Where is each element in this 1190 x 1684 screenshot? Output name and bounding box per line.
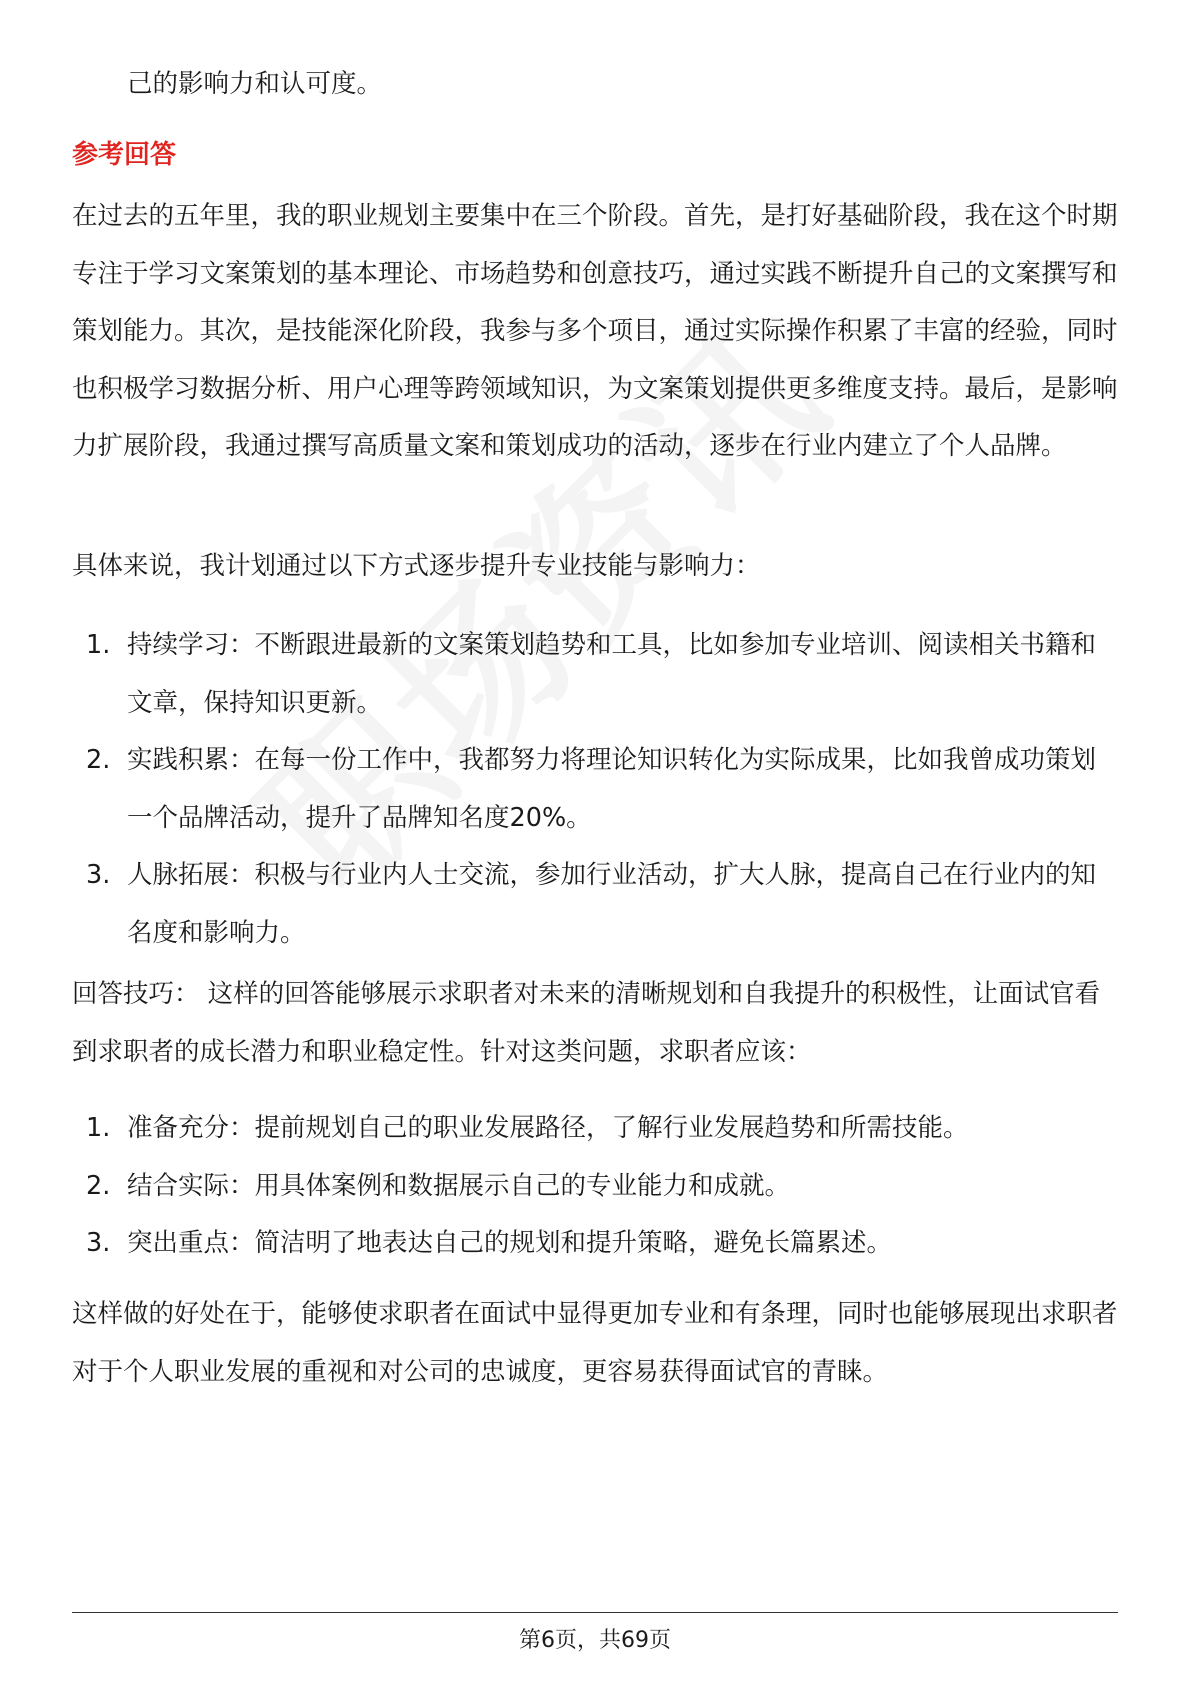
list-number: 3.	[86, 860, 111, 890]
list-text: 实践积累：在每一份工作中，我都努力将理论知识转化为实际成果，比如我曾成功策划一个品牌活动，提升了品牌知名度20%。	[127, 745, 1097, 833]
list-item	[72, 1100, 1120, 1158]
tips-paragraph: 回答技巧： 这样的回答能够展示求职者对未来的清晰规划和自我提升的积极性，让面试官看到求职者的成长潜力和职业稳定性。针对这类问题，求职者应该：	[72, 979, 1101, 1067]
list-number: 1.	[86, 1113, 111, 1143]
list-text: 突出重点：简洁明了地表达自己的规划和提升策略，避免长篇累述。	[127, 1228, 893, 1258]
list-item	[72, 732, 1120, 847]
list-item	[72, 1215, 1120, 1273]
list-text: 准备充分：提前规划自己的职业发展路径，了解行业发展趋势和所需技能。	[127, 1113, 969, 1143]
list-number: 2.	[86, 745, 111, 775]
list-text: 结合实际：用具体案例和数据展示自己的专业能力和成就。	[127, 1170, 791, 1201]
list-number: 3.	[86, 1228, 111, 1258]
tips-list	[72, 1100, 1120, 1273]
section-heading: 参考回答	[72, 140, 177, 170]
intro-paragraph: 在过去的五年里，我的职业规划主要集中在三个阶段。首先，是打好基础阶段，我在这个时期专注于学习文案策划的基本理论、市场趋势和创意技巧，通过实践不断提升自己的文案撰写和策划能力。其次，是技能深化阶段，我参与多个项目，通过实际操作积累了丰富的经验，同时也积极学习数据分析、用户心理等跨领域知识，为文案策划提供更多维度支持。最后，是影响力扩展阶段，我通过撰写高质量文案和策划成功的活动，逐步在行业内建立了个人品牌。	[72, 201, 1118, 461]
list-item	[72, 617, 1120, 732]
list-item	[72, 1158, 1120, 1216]
list-number: 1.	[86, 630, 111, 660]
list-text: 持续学习：不断跟进最新的文案策划趋势和工具，比如参加专业培训、阅读相关书籍和文章，保持知识更新。	[127, 630, 1097, 718]
footer-divider	[72, 1612, 1118, 1613]
closing-paragraph: 这样做的好处在于，能够使求职者在面试中显得更加专业和有条理，同时也能够展现出求职者对于个人职业发展的重视和对公司的忠诚度，更容易获得面试官的青睐。	[72, 1299, 1118, 1387]
continued-text: 己的影响力和认可度。	[127, 69, 383, 99]
page-number: 第6页，共69页	[519, 1628, 671, 1653]
list-item	[72, 847, 1120, 962]
plan-list	[72, 617, 1120, 962]
list-text: 人脉拓展：积极与行业内人士交流，参加行业活动，扩大人脉，提高自己在行业内的知名度和影响力。	[127, 860, 1097, 948]
plan-intro: 具体来说，我计划通过以下方式逐步提升专业技能与影响力：	[72, 551, 761, 581]
list-number: 2.	[86, 1170, 111, 1201]
